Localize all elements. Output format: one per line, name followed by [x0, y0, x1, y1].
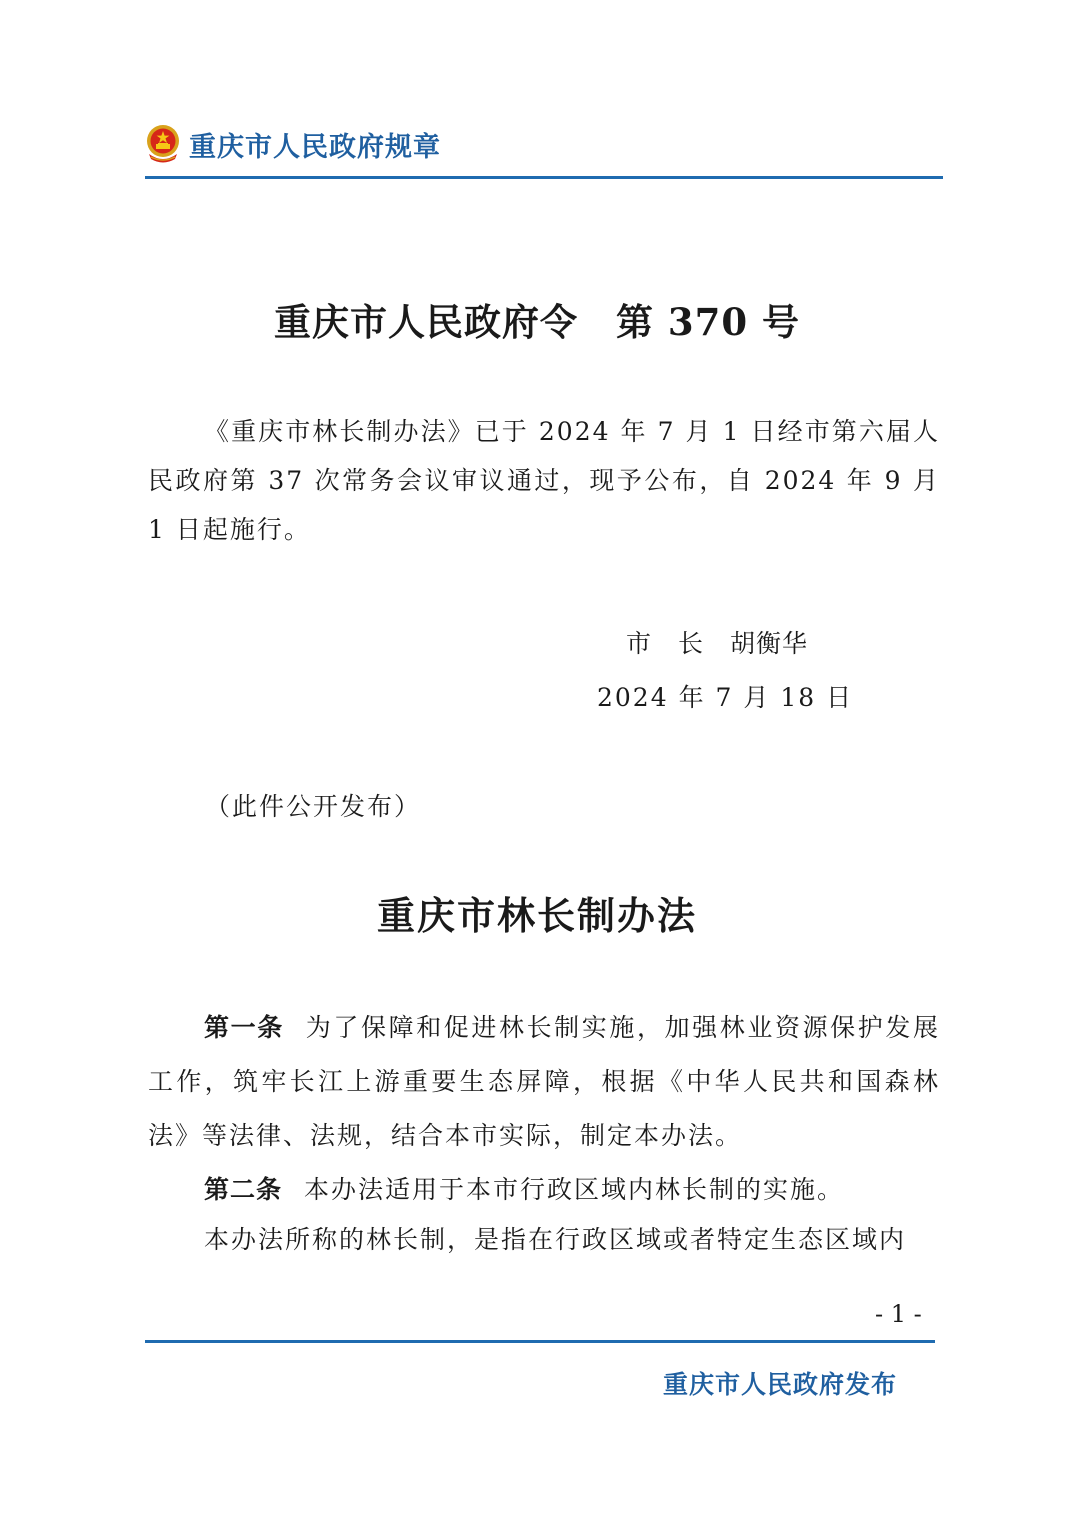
page-header — [145, 122, 441, 166]
public-release-note: （此件公开发布） — [205, 792, 422, 821]
article-1 — [148, 1001, 940, 1163]
header-divider — [145, 176, 943, 179]
article-text: 为了保障和促进林长制实施，加强林业资源保护发展工作，筑牢长江上游重要生态屏障，根据《中华人民共和国森林法》等法律、法规，结合本市实际，制定本办法。 — [148, 1013, 940, 1150]
document-title: 重庆市林长制办法 — [376, 893, 697, 938]
national-emblem-icon — [145, 124, 181, 164]
footer-publisher: 重庆市人民政府发布 — [663, 1370, 898, 1399]
sign-date: 2024 年 7 月 18 日 — [597, 683, 854, 712]
page-number: - 1 - — [875, 1300, 922, 1328]
header-title: 重庆市人民政府规章 — [189, 131, 441, 163]
article-label: 第二条 — [204, 1175, 283, 1204]
order-title: 重庆市人民政府令 第 370 号 — [274, 300, 800, 344]
article-label: 第一条 — [204, 1013, 284, 1042]
article-2 — [148, 1163, 940, 1217]
article-2-paragraph-2: 本办法所称的林长制，是指在行政区域或者特定生态区域内 — [204, 1225, 907, 1254]
signer-line: 市 长 胡衡华 — [626, 629, 809, 658]
order-body: 《重庆市林长制办法》已于 2024 年 7 月 1 日经市第六届人民政府第 37 次常务会议审议通过，现予公布，自 2024 年 9 月 1 日起施行。 — [148, 417, 940, 544]
article-text: 本办法适用于本市行政区域内林长制的实施。 — [304, 1175, 845, 1204]
footer-divider — [145, 1340, 935, 1343]
